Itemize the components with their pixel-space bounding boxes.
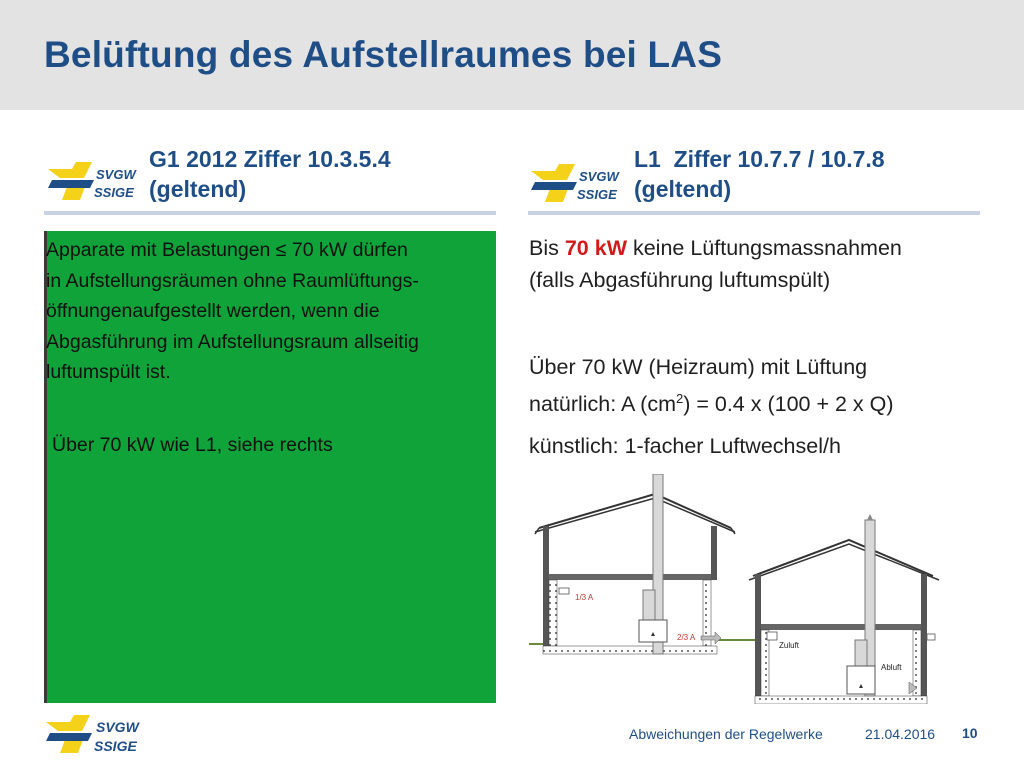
formula-superscript: 2 xyxy=(675,391,684,406)
right-divider xyxy=(528,211,980,215)
lower-vent-label: 2/3 A xyxy=(677,633,696,642)
right-p1-rest: keine Lüftungsmassnahmen xyxy=(626,236,902,260)
left-body-line: öffnungenaufgestellt werden, wenn die xyxy=(46,300,380,322)
right-p2-line2 xyxy=(529,383,894,420)
right-p1-prefix: Bis xyxy=(529,236,565,260)
right-paragraph-1 xyxy=(529,232,902,296)
right-heading-line2: (geltend) xyxy=(634,176,732,202)
ventilation-diagram xyxy=(529,474,941,704)
right-paragraph-2 xyxy=(529,351,894,420)
power-highlight: 70 kW xyxy=(564,236,627,260)
logo-text-1: SVGW xyxy=(96,167,136,182)
formula-part-b: ) = 0.4 x (100 + 2 x Q) xyxy=(683,392,894,417)
footer-date: 21.04.2016 xyxy=(865,726,936,742)
left-heading-line1: G1 2012 Ziffer 10.3.5.4 xyxy=(149,146,391,172)
logo-text-2: SSIGE xyxy=(94,185,134,200)
right-heading-line1: L1 Ziffer 10.7.7 / 10.7.8 xyxy=(634,146,885,172)
right-paragraph-3: künstlich: 1-facher Luftwechsel/h xyxy=(529,434,841,458)
right-p1-line2: (falls Abgasführung luftumspült) xyxy=(529,268,831,292)
left-divider xyxy=(44,211,496,215)
left-body-line: in Aufstellungsräumen ohne Raumlüftungs- xyxy=(46,269,419,292)
left-body xyxy=(46,235,496,388)
house-natural-ventilation xyxy=(529,474,735,654)
zuluft-label: Zuluft xyxy=(779,641,800,650)
left-body-line: Abgasführung im Aufstellungsraum allseitig xyxy=(46,330,419,353)
upper-vent-label: 1/3 A xyxy=(575,593,594,602)
logo-text-1: SVGW xyxy=(96,719,139,735)
logo-text-2: SSIGE xyxy=(94,738,137,754)
logo-text-1: SVGW xyxy=(579,169,619,184)
logo-text-2: SSIGE xyxy=(577,187,617,202)
right-p1-line1 xyxy=(529,232,902,264)
right-heading xyxy=(634,144,885,204)
left-body-line: luftumspült ist. xyxy=(46,361,171,383)
left-body-line: Apparate mit Belastungen ≤ 70 kW dürfen xyxy=(46,239,408,261)
footer-subject: Abweichungen der Regelwerke xyxy=(629,726,823,742)
house-mechanical-ventilation xyxy=(733,514,939,704)
right-p2-line1: Über 70 kW (Heizraum) mit Lüftung xyxy=(529,355,868,379)
page-number: 10 xyxy=(962,725,978,741)
left-heading-line2: (geltend) xyxy=(149,176,247,202)
left-heading xyxy=(149,144,391,204)
formula-part-a: natürlich: A (cm xyxy=(529,392,676,417)
svgw-logo xyxy=(529,162,627,206)
svgw-logo xyxy=(46,160,144,204)
abluft-label: Abluft xyxy=(881,663,902,672)
slide-title: Belüftung des Aufstellraumes bei LAS xyxy=(44,34,723,75)
left-note: Über 70 kW wie L1, siehe rechts xyxy=(52,434,333,456)
svgw-logo xyxy=(44,713,148,757)
